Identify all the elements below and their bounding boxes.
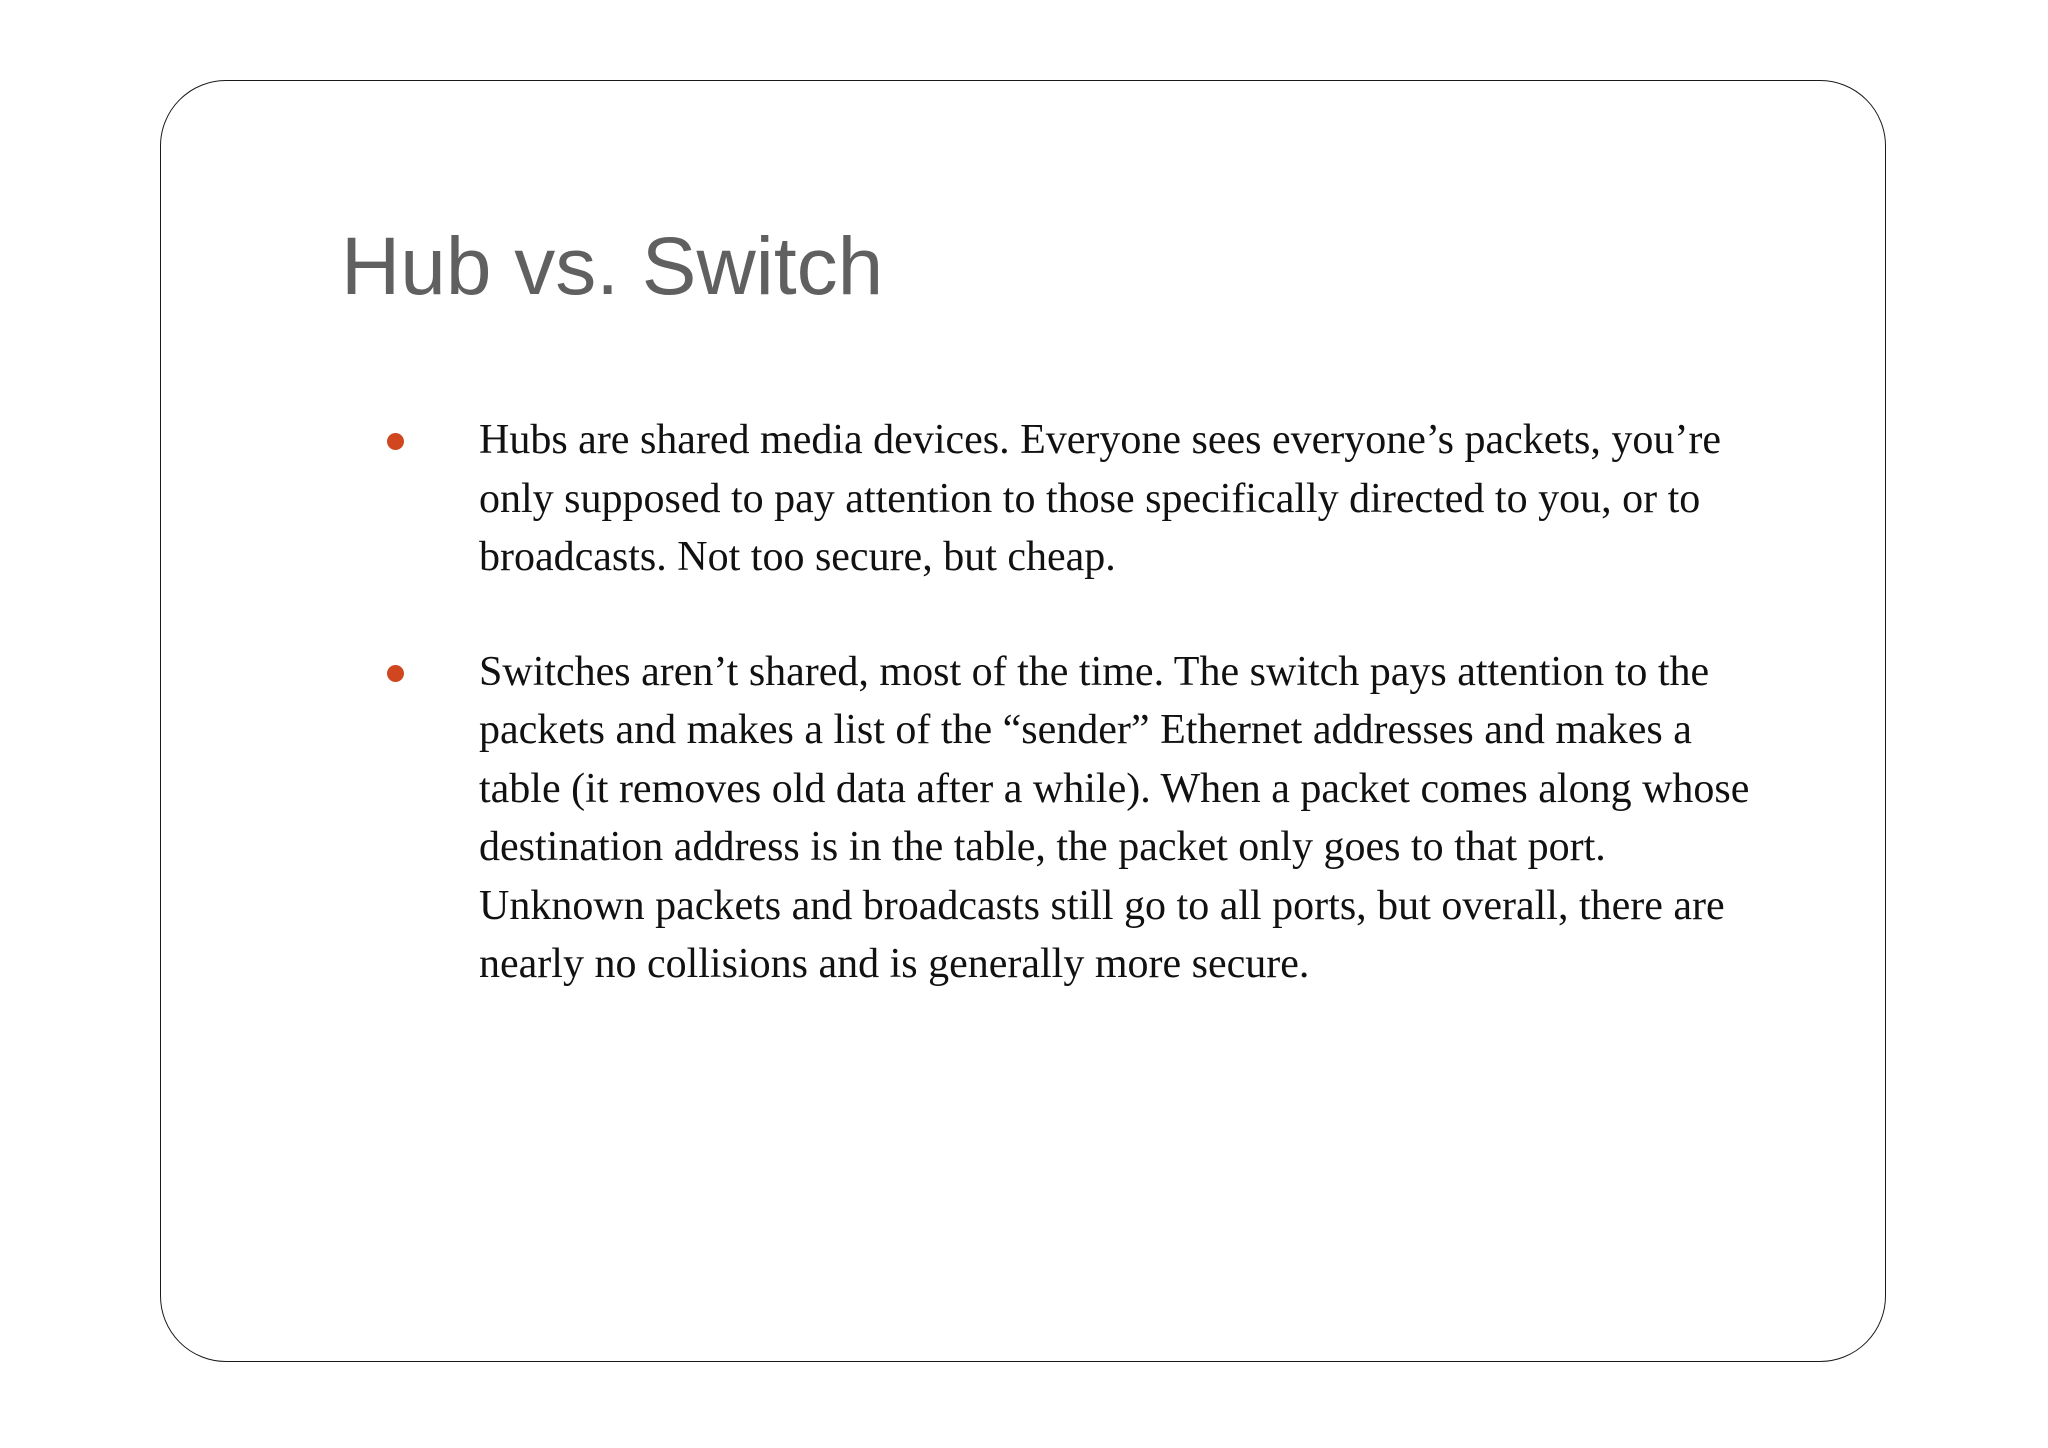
bullet-text: Switches aren’t shared, most of the time. The switch pays attention to the packets and makes a list of the “sender” Ethernet addresses and makes a table (it removes old data after a while). When a packet comes along whose destination address is in the table, the packet only goes to that port. Unknown packets and broadcasts still go to all ports, but overall, there are nearly no collisions and is generally more secure. <box>479 648 1750 987</box>
slide-frame <box>160 80 1886 1362</box>
bullet-item-switches <box>387 643 1767 994</box>
slide-title: Hub vs. Switch <box>341 221 884 312</box>
bullet-dot-icon <box>387 665 404 682</box>
bullet-text: Hubs are shared media devices. Everyone sees everyone’s packets, you’re only supposed to pay attention to those specifically directed to you, or to broadcasts. Not too secure, but cheap. <box>479 417 1721 580</box>
bullet-item-hubs <box>387 411 1767 587</box>
bullet-dot-icon <box>387 433 404 450</box>
bullet-list <box>387 411 1767 1050</box>
